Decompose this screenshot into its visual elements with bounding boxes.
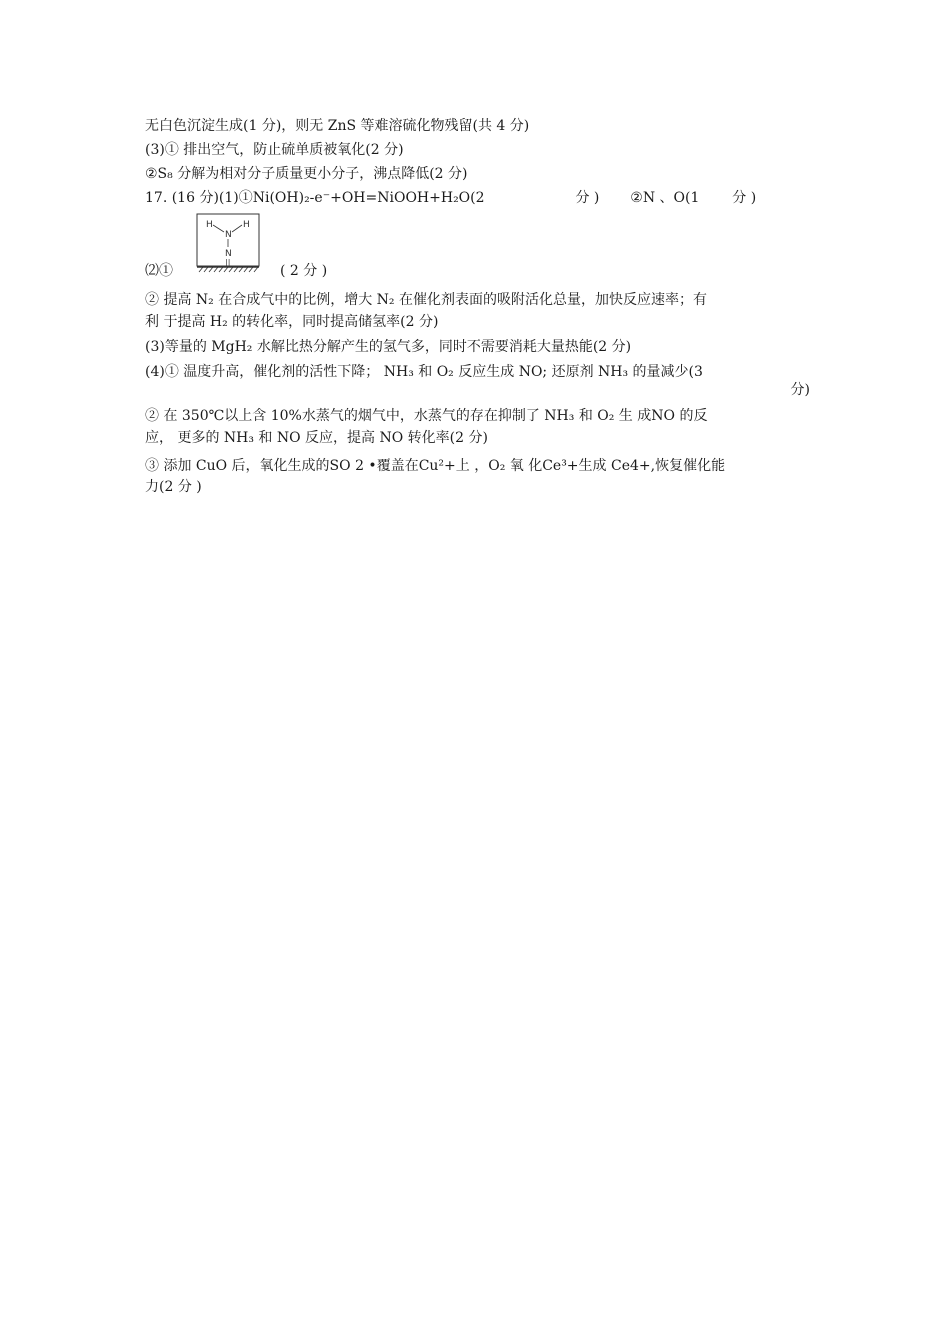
atom-h-left: H — [206, 220, 213, 230]
text-line-4 — [145, 188, 756, 208]
text-line-6: ② 提高 N₂ 在合成气中的比例，增大 N₂ 在催化剂表面的吸附活化总量，加快反应速率；有 — [145, 292, 707, 308]
atom-n-bottom: N — [225, 249, 232, 259]
atom-h-right: H — [243, 220, 250, 230]
score-label-2: 分 ) — [732, 190, 757, 206]
text-line-5-label: ⑵① — [145, 263, 173, 279]
element-answer: ②N 、O(1 — [630, 190, 700, 206]
text-line-9: (4)① 温度升高，催化剂的活性下降； NH₃ 和 O₂ 反应生成 NO; 还原剂 NH₃ 的量减少(3 — [145, 364, 703, 380]
text-line-2: (3)① 排出空气，防止硫单质被氧化(2 分) — [145, 142, 404, 158]
adsorption-structure-figure — [196, 213, 260, 273]
text-line-12: ③ 添加 CuO 后，氧化生成的SO 2 •覆盖在Cu²+上 ，O₂ 氧 化Ce³+生成 Ce4+,恢复催化能 — [145, 458, 726, 474]
score-label: 分 ) — [575, 190, 600, 206]
text-line-3: ②S₈ 分解为相对分子质量更小分子，沸点降低(2 分) — [145, 166, 468, 182]
atom-n-top: N — [225, 230, 232, 240]
text-line-9-score: 分) — [790, 382, 810, 398]
text-line-7: 利 于提高 H₂ 的转化率，同时提高储氢率(2 分) — [145, 314, 439, 330]
text-line-8: (3)等量的 MgH₂ 水解比热分解产生的氢气多，同时不需要消耗大量热能(2 分) — [145, 339, 632, 355]
text-line-13: 力(2 分 ) — [145, 479, 202, 495]
text-line-1: 无白色沉淀生成(1 分)，则无 ZnS 等难溶硫化物残留(共 4 分) — [145, 118, 530, 134]
text-line-10: ② 在 350℃以上含 10%水蒸气的烟气中，水蒸气的存在抑制了 NH₃ 和 O₂ 生 成NO 的反 — [145, 408, 708, 424]
text-line-5-score: ( 2 分 ) — [280, 263, 328, 279]
question-17-equation: 17. (16 分)(1)①Ni(OH)₂-e⁻+OH=NiOOH+H₂O(2 — [145, 190, 485, 206]
text-line-11: 应， 更多的 NH₃ 和 NO 反应，提高 NO 转化率(2 分) — [145, 430, 488, 446]
double-bond-mark: || — [225, 258, 231, 267]
